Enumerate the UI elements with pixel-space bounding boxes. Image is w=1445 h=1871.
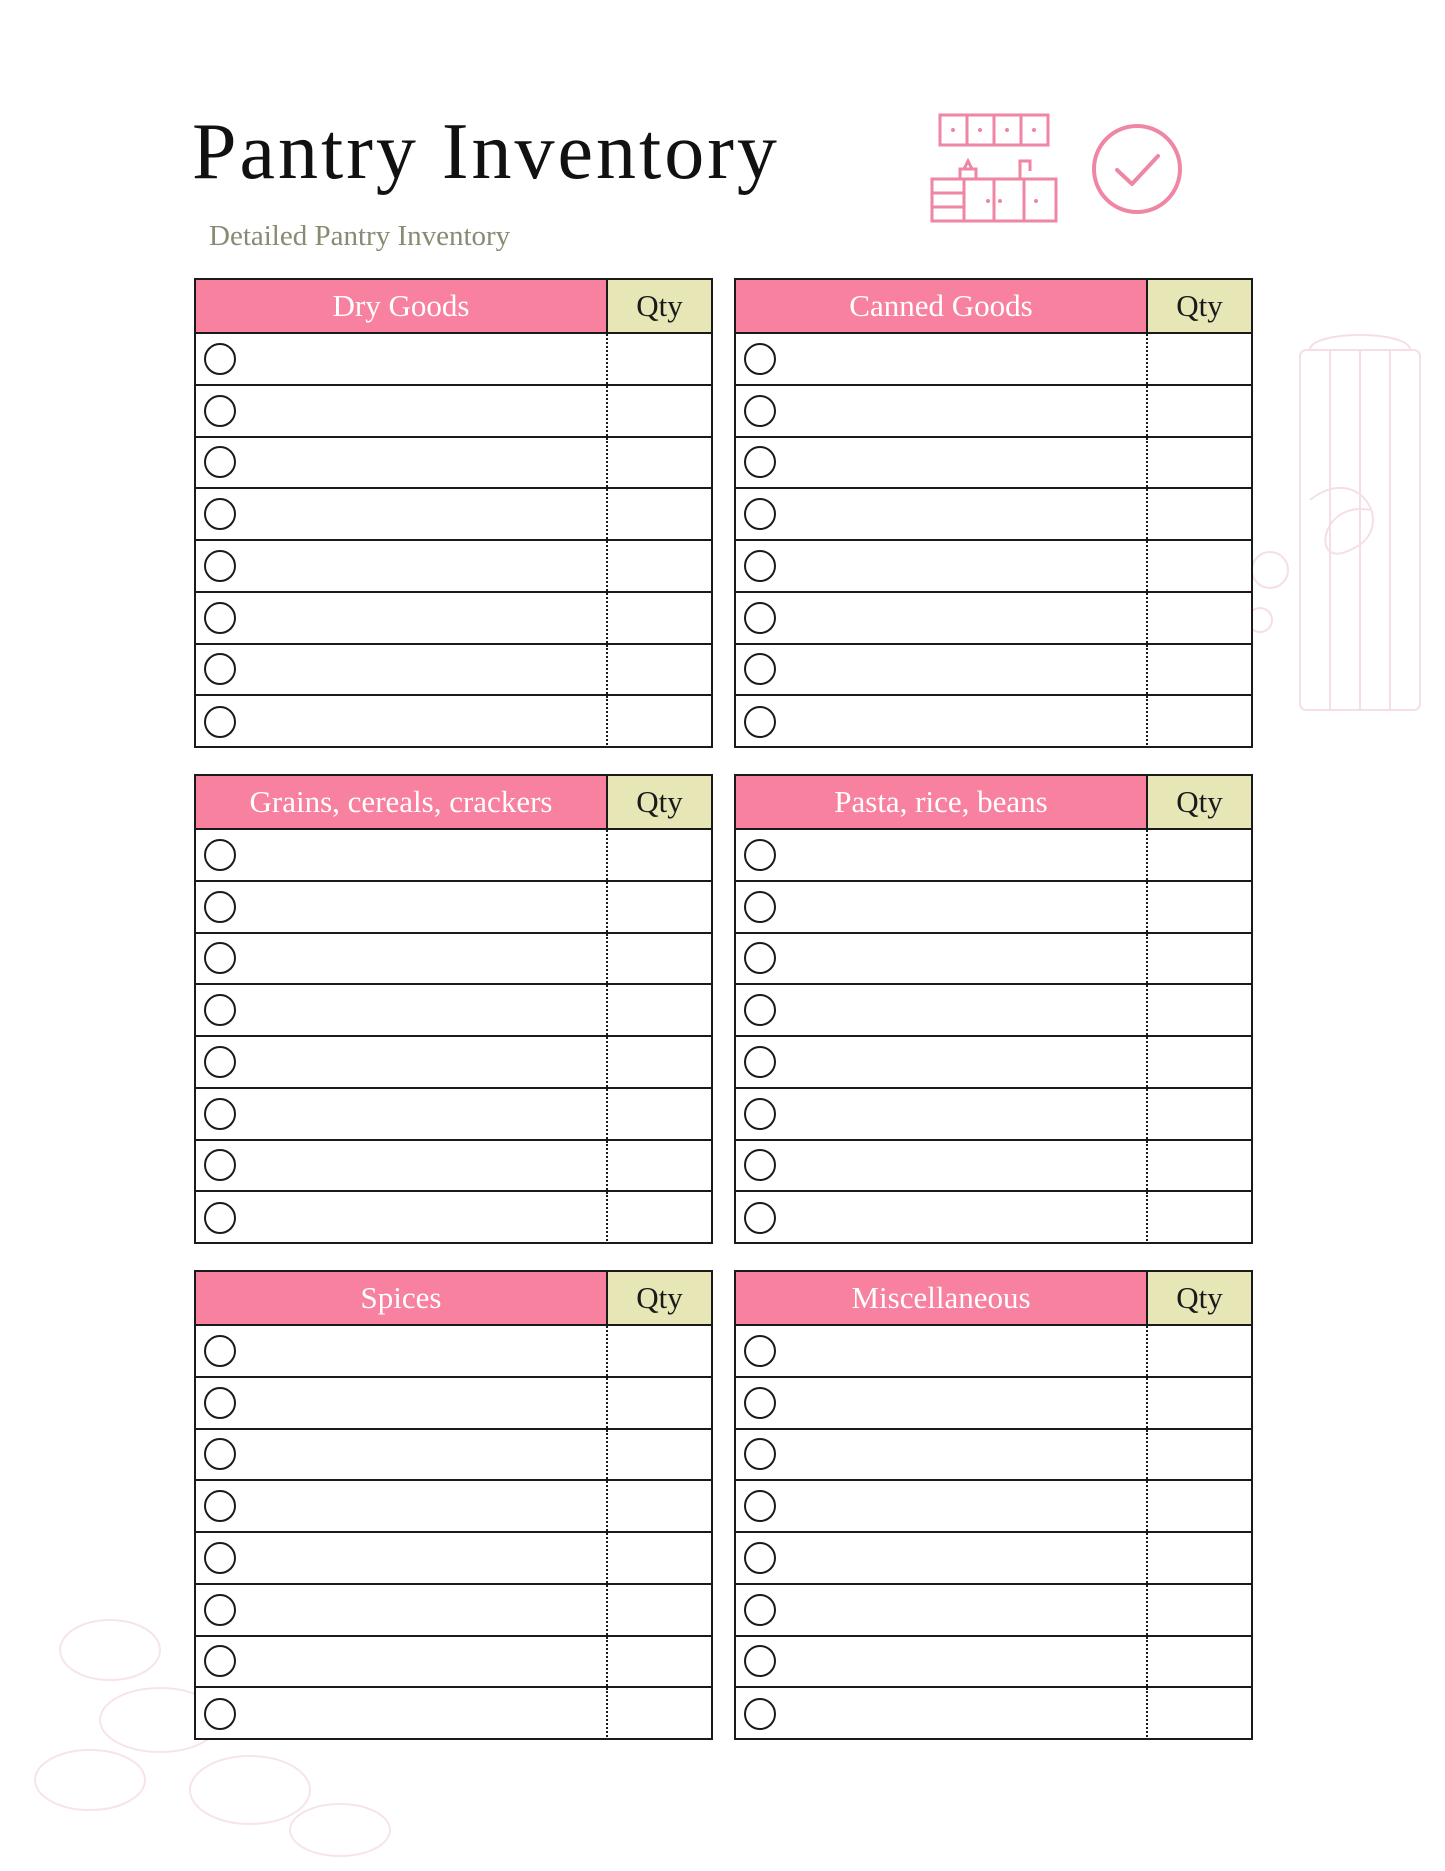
qty-header: Qty	[1146, 776, 1251, 828]
qty-field[interactable]	[606, 386, 711, 436]
qty-field[interactable]	[1146, 696, 1251, 748]
item-field[interactable]	[736, 1378, 1146, 1428]
checkbox-circle[interactable]	[204, 550, 236, 582]
qty-field[interactable]	[1146, 1430, 1251, 1480]
checkbox-circle[interactable]	[744, 1387, 776, 1419]
list-item	[196, 1430, 711, 1482]
item-field[interactable]	[736, 489, 1146, 539]
checkbox-circle[interactable]	[204, 1202, 236, 1234]
kitchen-cabinets-icon	[930, 113, 1058, 223]
qty-field[interactable]	[1146, 334, 1251, 384]
qty-field[interactable]	[606, 489, 711, 539]
qty-field[interactable]	[606, 593, 711, 643]
list-item	[736, 1430, 1251, 1482]
checkbox-circle[interactable]	[744, 343, 776, 375]
qty-field[interactable]	[606, 882, 711, 932]
item-field[interactable]	[196, 830, 606, 880]
list-item	[736, 1481, 1251, 1533]
checkbox-circle[interactable]	[204, 1387, 236, 1419]
list-item	[196, 1481, 711, 1533]
list-item	[196, 593, 711, 645]
item-field[interactable]	[736, 882, 1146, 932]
qty-field[interactable]	[606, 1688, 711, 1740]
section-canned-goods	[734, 278, 1253, 748]
qty-field[interactable]	[606, 438, 711, 488]
checkbox-circle[interactable]	[204, 343, 236, 375]
section-title: Miscellaneous	[736, 1272, 1146, 1324]
checkbox-circle[interactable]	[744, 942, 776, 974]
item-field[interactable]	[196, 334, 606, 384]
item-field[interactable]	[196, 541, 606, 591]
list-item	[196, 386, 711, 438]
list-item	[736, 882, 1251, 934]
qty-field[interactable]	[1146, 1533, 1251, 1583]
section-header	[196, 280, 711, 334]
checkbox-circle[interactable]	[204, 1438, 236, 1470]
item-field[interactable]	[736, 1688, 1146, 1740]
list-item	[196, 985, 711, 1037]
qty-field[interactable]	[1146, 1378, 1251, 1428]
qty-field[interactable]	[1146, 985, 1251, 1035]
checkbox-circle[interactable]	[204, 891, 236, 923]
qty-field[interactable]	[606, 985, 711, 1035]
qty-field[interactable]	[1146, 1637, 1251, 1687]
qty-field[interactable]	[1146, 882, 1251, 932]
item-field[interactable]	[736, 934, 1146, 984]
checkbox-circle[interactable]	[204, 942, 236, 974]
checkbox-circle[interactable]	[204, 653, 236, 685]
section-header	[736, 1272, 1251, 1326]
qty-field[interactable]	[1146, 593, 1251, 643]
list-item	[196, 1089, 711, 1141]
list-item	[196, 334, 711, 386]
item-field[interactable]	[736, 1430, 1146, 1480]
list-item	[736, 1037, 1251, 1089]
checkbox-circle[interactable]	[744, 839, 776, 871]
decorative-illustration	[1250, 320, 1440, 720]
qty-header: Qty	[1146, 280, 1251, 332]
checkbox-circle[interactable]	[744, 550, 776, 582]
list-item	[736, 696, 1251, 748]
qty-header: Qty	[606, 776, 711, 828]
qty-field[interactable]	[606, 645, 711, 695]
checkmark-circle-icon	[1090, 122, 1184, 216]
list-item	[196, 696, 711, 748]
list-item	[736, 489, 1251, 541]
list-item	[196, 438, 711, 490]
section-title: Canned Goods	[736, 280, 1146, 332]
checkbox-circle[interactable]	[744, 498, 776, 530]
list-item	[196, 1533, 711, 1585]
checkbox-circle[interactable]	[204, 1645, 236, 1677]
item-field[interactable]	[736, 1089, 1146, 1139]
checkbox-circle[interactable]	[204, 1098, 236, 1130]
item-field[interactable]	[196, 1141, 606, 1191]
qty-field[interactable]	[606, 1192, 711, 1244]
checkbox-circle[interactable]	[204, 446, 236, 478]
list-item	[196, 645, 711, 697]
list-item	[196, 1326, 711, 1378]
list-item	[736, 1637, 1251, 1689]
qty-field[interactable]	[1146, 541, 1251, 591]
item-field[interactable]	[196, 1533, 606, 1583]
checkbox-circle[interactable]	[204, 1149, 236, 1181]
checkbox-circle[interactable]	[744, 994, 776, 1026]
checkbox-circle[interactable]	[204, 1542, 236, 1574]
item-field[interactable]	[736, 438, 1146, 488]
checkbox-circle[interactable]	[744, 446, 776, 478]
list-item	[736, 438, 1251, 490]
list-item	[736, 645, 1251, 697]
qty-field[interactable]	[1146, 1192, 1251, 1244]
item-field[interactable]	[196, 1585, 606, 1635]
list-item	[196, 934, 711, 986]
list-item	[736, 1585, 1251, 1637]
qty-field[interactable]	[606, 830, 711, 880]
checkbox-circle[interactable]	[204, 602, 236, 634]
item-field[interactable]	[736, 1141, 1146, 1191]
qty-field[interactable]	[606, 1481, 711, 1531]
item-field[interactable]	[736, 696, 1146, 748]
list-item	[736, 593, 1251, 645]
checkbox-circle[interactable]	[744, 1149, 776, 1181]
item-field[interactable]	[196, 696, 606, 748]
section-pasta-rice-beans	[734, 774, 1253, 1244]
section-title: Pasta, rice, beans	[736, 776, 1146, 828]
checkbox-circle[interactable]	[204, 1594, 236, 1626]
list-item	[196, 541, 711, 593]
qty-field[interactable]	[1146, 1141, 1251, 1191]
list-item	[736, 830, 1251, 882]
checkbox-circle[interactable]	[744, 602, 776, 634]
item-field[interactable]	[736, 334, 1146, 384]
checkbox-circle[interactable]	[744, 1542, 776, 1574]
list-item	[196, 1141, 711, 1193]
item-field[interactable]	[196, 1037, 606, 1087]
section-header	[196, 1272, 711, 1326]
checkbox-circle[interactable]	[744, 1594, 776, 1626]
list-item	[736, 541, 1251, 593]
checkbox-circle[interactable]	[744, 1098, 776, 1130]
section-header	[196, 776, 711, 830]
item-field[interactable]	[736, 593, 1146, 643]
item-field[interactable]	[196, 1430, 606, 1480]
checkbox-circle[interactable]	[744, 1046, 776, 1078]
checkbox-circle[interactable]	[744, 891, 776, 923]
list-item	[736, 934, 1251, 986]
section-spices	[194, 1270, 713, 1740]
page-subtitle: Detailed Pantry Inventory	[209, 220, 511, 252]
qty-field[interactable]	[1146, 934, 1251, 984]
checkbox-circle[interactable]	[204, 839, 236, 871]
qty-field[interactable]	[1146, 489, 1251, 539]
checkbox-circle[interactable]	[744, 1645, 776, 1677]
qty-field[interactable]	[1146, 386, 1251, 436]
checkbox-circle[interactable]	[744, 1202, 776, 1234]
qty-field[interactable]	[1146, 1585, 1251, 1635]
qty-header: Qty	[1146, 1272, 1251, 1324]
qty-field[interactable]	[1146, 645, 1251, 695]
item-field[interactable]	[196, 882, 606, 932]
list-item	[736, 1141, 1251, 1193]
item-field[interactable]	[196, 985, 606, 1035]
item-field[interactable]	[196, 489, 606, 539]
qty-field[interactable]	[606, 934, 711, 984]
qty-field[interactable]	[606, 1378, 711, 1428]
section-dry-goods	[194, 278, 713, 748]
item-field[interactable]	[736, 1637, 1146, 1687]
qty-field[interactable]	[1146, 1688, 1251, 1740]
item-field[interactable]	[196, 934, 606, 984]
section-title: Dry Goods	[196, 280, 606, 332]
section-grains-cereals-crackers	[194, 774, 713, 1244]
list-item	[196, 1192, 711, 1244]
item-field[interactable]	[196, 645, 606, 695]
checkbox-circle[interactable]	[744, 706, 776, 738]
section-miscellaneous	[734, 1270, 1253, 1740]
list-item	[196, 1688, 711, 1740]
qty-field[interactable]	[606, 1089, 711, 1139]
list-item	[736, 1326, 1251, 1378]
qty-header: Qty	[606, 1272, 711, 1324]
list-item	[196, 1637, 711, 1689]
item-field[interactable]	[196, 1089, 606, 1139]
item-field[interactable]	[736, 1192, 1146, 1244]
list-item	[736, 386, 1251, 438]
checkbox-circle[interactable]	[744, 395, 776, 427]
qty-field[interactable]	[1146, 1326, 1251, 1376]
list-item	[736, 1089, 1251, 1141]
item-field[interactable]	[196, 1481, 606, 1531]
qty-field[interactable]	[606, 1037, 711, 1087]
qty-field[interactable]	[606, 541, 711, 591]
qty-field[interactable]	[606, 696, 711, 748]
checkbox-circle[interactable]	[744, 1698, 776, 1730]
item-field[interactable]	[196, 1326, 606, 1376]
checkbox-circle[interactable]	[204, 994, 236, 1026]
list-item	[196, 1585, 711, 1637]
list-item	[736, 985, 1251, 1037]
list-item	[736, 1192, 1251, 1244]
item-field[interactable]	[196, 1192, 606, 1244]
page-title: Pantry Inventory	[192, 108, 780, 196]
list-item	[736, 334, 1251, 386]
qty-field[interactable]	[1146, 1481, 1251, 1531]
item-field[interactable]	[196, 1378, 606, 1428]
checkbox-circle[interactable]	[204, 1698, 236, 1730]
list-item	[736, 1688, 1251, 1740]
list-item	[196, 882, 711, 934]
section-header	[736, 776, 1251, 830]
qty-field[interactable]	[1146, 1089, 1251, 1139]
checkbox-circle[interactable]	[744, 1438, 776, 1470]
section-title: Grains, cereals, crackers	[196, 776, 606, 828]
item-field[interactable]	[196, 1637, 606, 1687]
qty-field[interactable]	[606, 1585, 711, 1635]
qty-field[interactable]	[606, 1430, 711, 1480]
checkbox-circle[interactable]	[204, 1335, 236, 1367]
checkbox-circle[interactable]	[204, 706, 236, 738]
qty-field[interactable]	[1146, 438, 1251, 488]
qty-field[interactable]	[606, 1637, 711, 1687]
checkbox-circle[interactable]	[744, 1335, 776, 1367]
list-item	[196, 1037, 711, 1089]
item-field[interactable]	[196, 1688, 606, 1740]
section-title: Spices	[196, 1272, 606, 1324]
item-field[interactable]	[196, 593, 606, 643]
checkbox-circle[interactable]	[204, 395, 236, 427]
checkbox-circle[interactable]	[204, 498, 236, 530]
list-item	[196, 1378, 711, 1430]
item-field[interactable]	[736, 1585, 1146, 1635]
qty-field[interactable]	[1146, 1037, 1251, 1087]
checkbox-circle[interactable]	[204, 1046, 236, 1078]
list-item	[736, 1533, 1251, 1585]
list-item	[196, 489, 711, 541]
item-field[interactable]	[736, 645, 1146, 695]
qty-field[interactable]	[606, 334, 711, 384]
item-field[interactable]	[736, 1481, 1146, 1531]
qty-field[interactable]	[606, 1533, 711, 1583]
item-field[interactable]	[196, 438, 606, 488]
checkbox-circle[interactable]	[744, 653, 776, 685]
qty-field[interactable]	[606, 1326, 711, 1376]
list-item	[196, 830, 711, 882]
qty-field[interactable]	[1146, 830, 1251, 880]
qty-header: Qty	[606, 280, 711, 332]
section-header	[736, 280, 1251, 334]
item-field[interactable]	[736, 985, 1146, 1035]
item-field[interactable]	[196, 386, 606, 436]
checkbox-circle[interactable]	[204, 1490, 236, 1522]
item-field[interactable]	[736, 1326, 1146, 1376]
list-item	[736, 1378, 1251, 1430]
item-field[interactable]	[736, 386, 1146, 436]
item-field[interactable]	[736, 1037, 1146, 1087]
item-field[interactable]	[736, 541, 1146, 591]
item-field[interactable]	[736, 1533, 1146, 1583]
checkbox-circle[interactable]	[744, 1490, 776, 1522]
item-field[interactable]	[736, 830, 1146, 880]
qty-field[interactable]	[606, 1141, 711, 1191]
